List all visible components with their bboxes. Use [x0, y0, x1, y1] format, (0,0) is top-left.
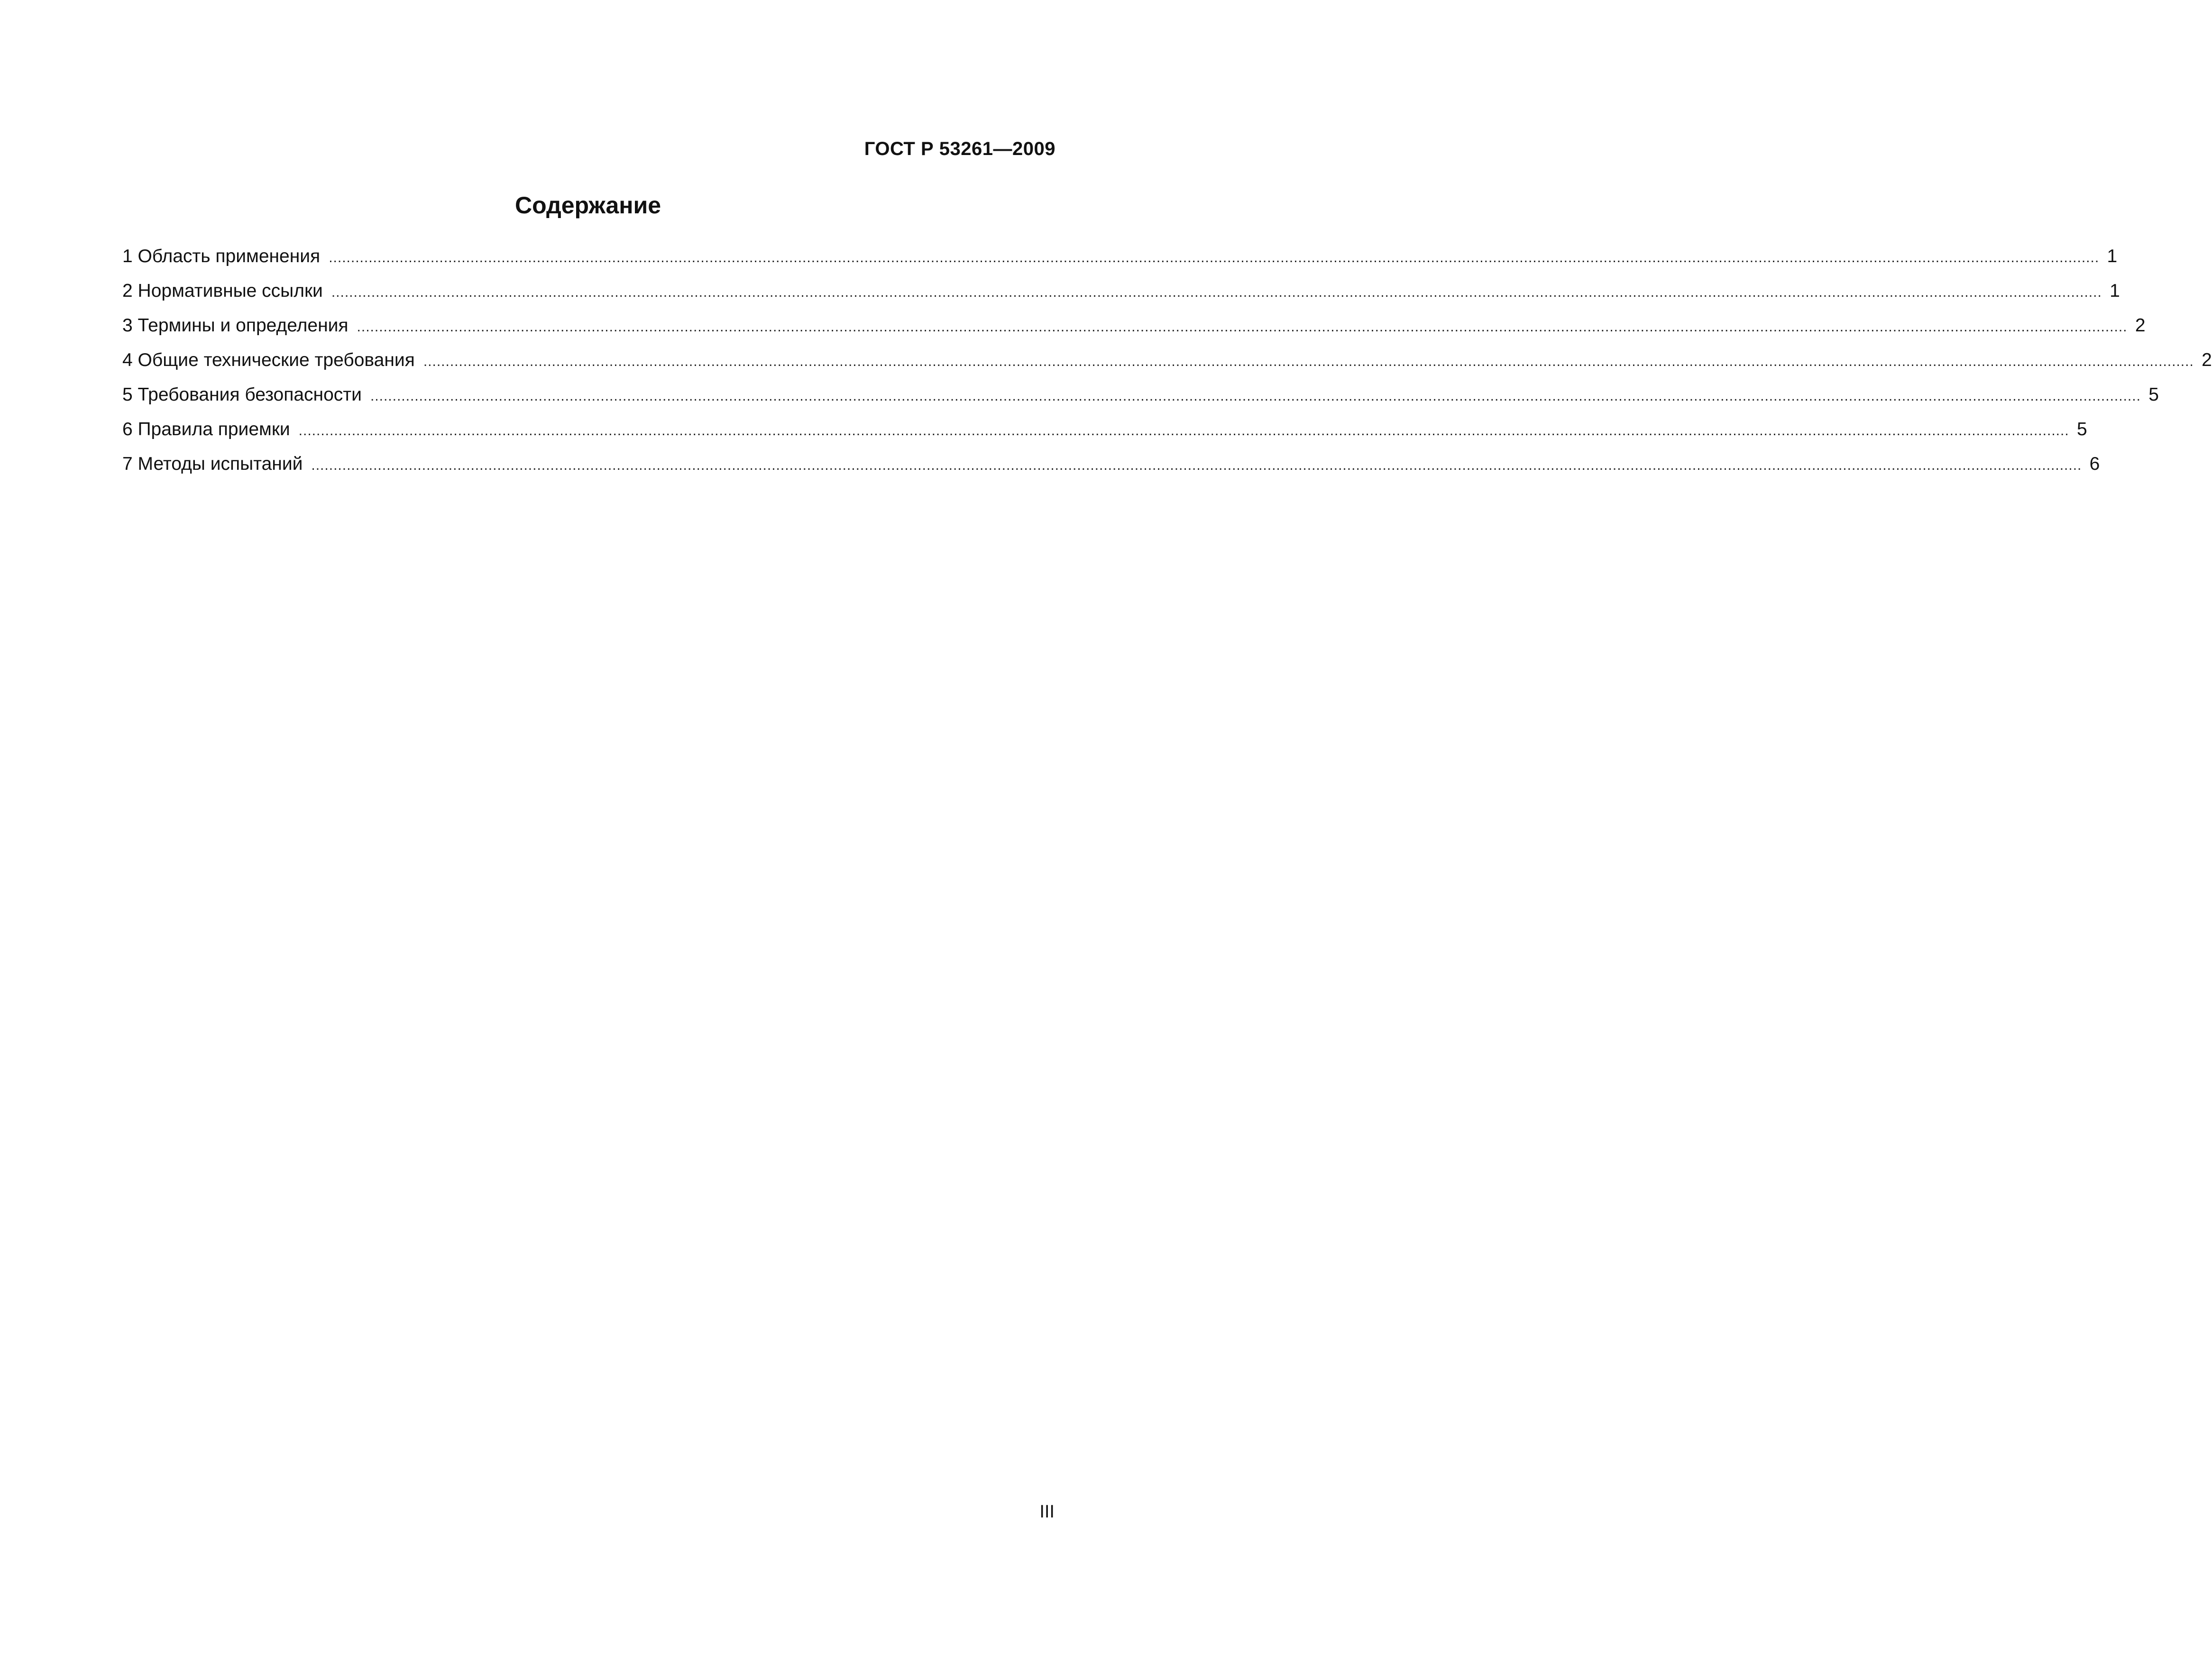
toc-entry[interactable] [122, 418, 2087, 452]
toc-entry[interactable] [122, 314, 2146, 348]
toc-entry-title: 4 Общие технические требования [122, 350, 415, 370]
toc-entry[interactable] [122, 383, 2159, 418]
toc-dot-leader: ................................................................................................................................................................................................................................................................................................................................................................................................................ [329, 250, 2100, 265]
toc-dot-leader: ................................................................................................................................................................................................................................................................................................................................................................................................................ [298, 423, 2069, 439]
page-number: III [1039, 1502, 1055, 1522]
toc-entry[interactable] [122, 245, 2118, 279]
toc-entry-page: 5 [2076, 419, 2087, 439]
toc-entry-title: 3 Термины и определения [122, 315, 349, 336]
toc-entry[interactable] [122, 348, 2212, 383]
toc-entry[interactable] [122, 279, 2120, 314]
toc-dot-leader: ................................................................................................................................................................................................................................................................................................................................................................................................................ [423, 354, 2194, 369]
toc-entry-page: 5 [2148, 384, 2159, 405]
toc-entry-page: 2 [2135, 315, 2146, 336]
toc-entry-page: 2 [2202, 350, 2212, 370]
document-code: ГОСТ Р 53261—2009 [864, 138, 1056, 159]
toc-dot-leader: ................................................................................................................................................................................................................................................................................................................................................................................................................ [331, 284, 2102, 300]
table-of-contents [122, 245, 2212, 487]
toc-entry-page: 1 [2110, 281, 2120, 301]
toc-entry-title: 7 Методы испытаний [122, 454, 303, 474]
toc-dot-leader: ................................................................................................................................................................................................................................................................................................................................................................................................................ [370, 388, 2141, 404]
toc-entry-page: 6 [2089, 454, 2100, 474]
toc-entry-title: 5 Требования безопасности [122, 384, 362, 405]
toc-entry[interactable] [122, 452, 2100, 487]
toc-entry-title: 6 Правила приемки [122, 419, 290, 439]
toc-heading: Содержание [514, 192, 661, 219]
toc-entry-page: 1 [2107, 246, 2118, 266]
toc-dot-leader: ................................................................................................................................................................................................................................................................................................................................................................................................................ [357, 319, 2128, 335]
toc-entry-title: 1 Область применения [122, 246, 321, 266]
toc-dot-leader: ................................................................................................................................................................................................................................................................................................................................................................................................................ [311, 457, 2082, 473]
toc-entry-title: 2 Нормативные ссылки [122, 281, 323, 301]
